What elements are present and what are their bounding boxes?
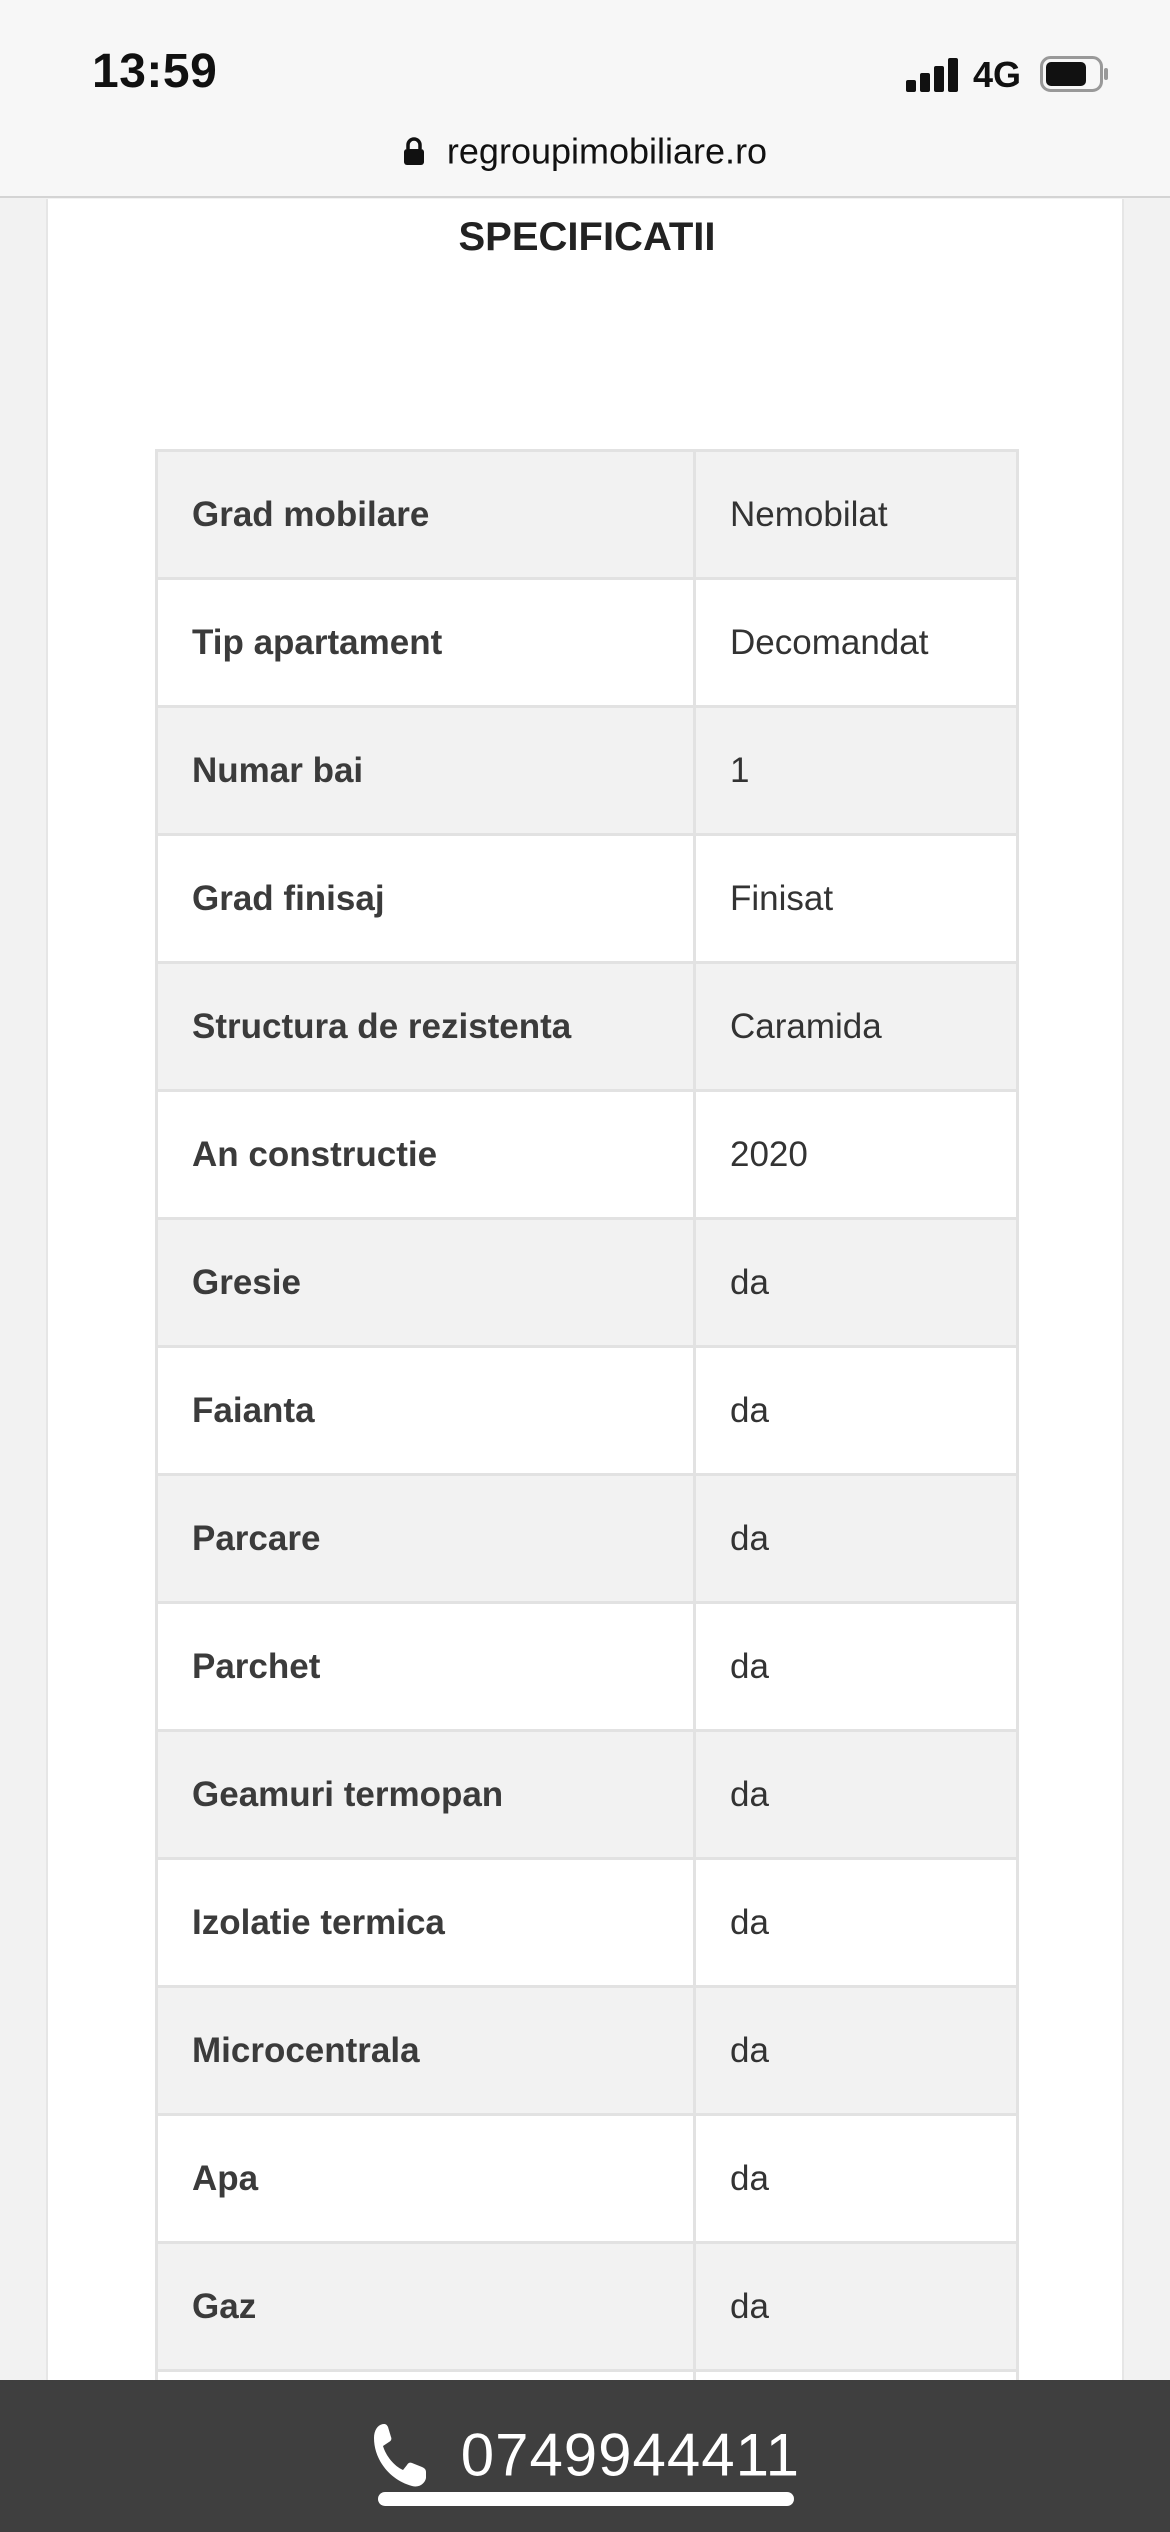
spec-label: Parcare xyxy=(157,1475,695,1603)
browser-url-bar[interactable] xyxy=(0,118,1170,198)
spec-label: Grad mobilare xyxy=(157,451,695,579)
spec-label: Geamuri termopan xyxy=(157,1731,695,1859)
signal-icon xyxy=(906,58,960,92)
spec-value: 2020 xyxy=(695,1091,1018,1219)
spec-value: da xyxy=(695,1219,1018,1347)
table-row xyxy=(157,1859,1018,1987)
table-row xyxy=(157,963,1018,1091)
table-row xyxy=(157,835,1018,963)
home-indicator xyxy=(378,2492,794,2506)
spec-label: Microcentrala xyxy=(157,1987,695,2115)
spec-label: Grad finisaj xyxy=(157,835,695,963)
lock-icon xyxy=(403,136,425,166)
table-row xyxy=(157,1731,1018,1859)
specs-card xyxy=(46,199,1124,2439)
table-row xyxy=(157,579,1018,707)
spec-label: Tip apartament xyxy=(157,579,695,707)
spec-label: Gresie xyxy=(157,1219,695,1347)
spec-value: Decomandat xyxy=(695,579,1018,707)
table-row xyxy=(157,1987,1018,2115)
spec-label: Apa xyxy=(157,2115,695,2243)
spec-label: An constructie xyxy=(157,1091,695,1219)
spec-value: Finisat xyxy=(695,835,1018,963)
spec-label: Izolatie termica xyxy=(157,1859,695,1987)
call-bar[interactable] xyxy=(0,2380,1170,2532)
spec-value: da xyxy=(695,1987,1018,2115)
spec-value: da xyxy=(695,2115,1018,2243)
phone-icon xyxy=(370,2420,428,2490)
table-row xyxy=(157,1219,1018,1347)
spec-value: da xyxy=(695,2243,1018,2371)
phone-number-link[interactable]: 0749944411 xyxy=(460,2421,800,2489)
spec-label: Gaz xyxy=(157,2243,695,2371)
spec-label: Structura de rezistenta xyxy=(157,963,695,1091)
spec-label: Faianta xyxy=(157,1347,695,1475)
spec-value: Nemobilat xyxy=(695,451,1018,579)
spec-value: da xyxy=(695,1347,1018,1475)
url-text[interactable]: regroupimobiliare.ro xyxy=(446,130,768,172)
table-row xyxy=(157,1091,1018,1219)
spec-value: da xyxy=(695,1603,1018,1731)
table-row xyxy=(157,2115,1018,2243)
status-bar xyxy=(0,0,1170,130)
spec-label: Parchet xyxy=(157,1603,695,1731)
table-row xyxy=(157,707,1018,835)
spec-value: 1 xyxy=(695,707,1018,835)
table-row xyxy=(157,1475,1018,1603)
table-row xyxy=(157,451,1018,579)
spec-value: da xyxy=(695,1859,1018,1987)
spec-value: da xyxy=(695,1731,1018,1859)
spec-value: Caramida xyxy=(695,963,1018,1091)
status-time: 13:59 xyxy=(92,45,218,98)
spec-label: Numar bai xyxy=(157,707,695,835)
specs-table xyxy=(155,449,1019,2500)
page-content xyxy=(0,199,1170,2379)
table-row xyxy=(157,1603,1018,1731)
spec-value: da xyxy=(695,1475,1018,1603)
battery-icon xyxy=(1040,56,1108,92)
network-type: 4G xyxy=(973,54,1022,95)
table-row xyxy=(157,1347,1018,1475)
section-title: SPECIFICATII xyxy=(458,215,716,259)
table-row xyxy=(157,2243,1018,2371)
